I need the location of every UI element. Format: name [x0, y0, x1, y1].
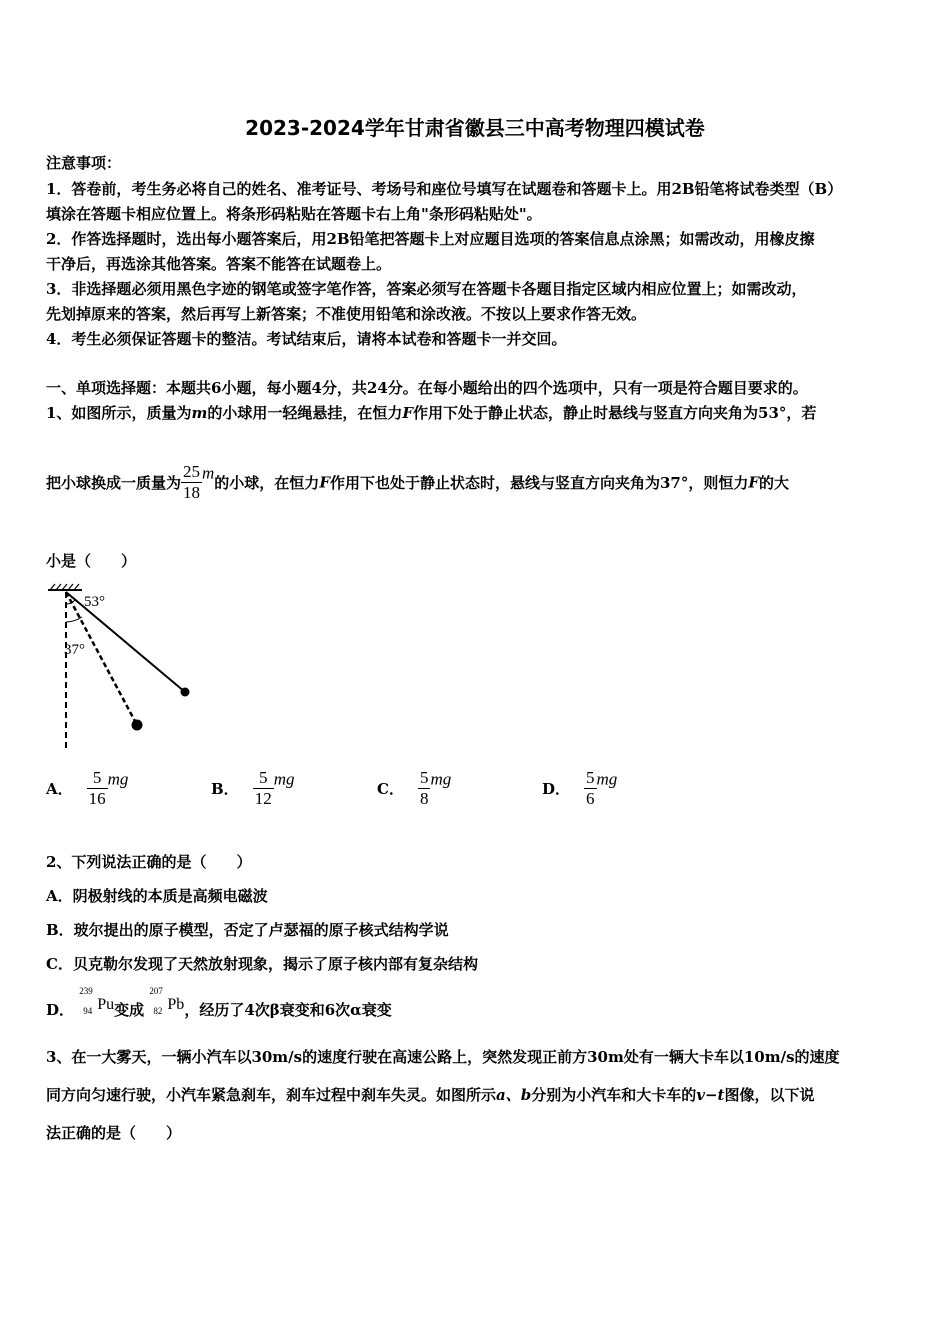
- q2-option-b[interactable]: B．玻尔提出的原子模型，否定了卢瑟福的原子核式结构学说: [46, 921, 449, 939]
- q1-stem-line-3: 小是（ ）: [46, 552, 137, 570]
- notice-line-5: 3．非选择题必须用黑色字迹的钢笔或签字笔作答，答案必须写在答题卡各题目指定区域内相应位置上；如需改动，: [46, 280, 807, 298]
- q1-stem-line-1: 1、如图所示，质量为m的小球用一轻绳悬挂，在恒力F作用下处于静止状态，静止时悬线与竖直方向夹角为53°，若: [46, 404, 817, 422]
- q3-stem-line-1: 3、在一大雾天，一辆小汽车以30m/s的速度行驶在高速公路上，突然发现正前方30m处有一辆大卡车以10m/s的速度: [46, 1048, 840, 1066]
- q1-stem-line-2: 把小球换成一质量为 $\frac{25}{18}$ m的小球，在恒力F作用下也处于静止状态时，悬线与竖直方向夹角为37°，则恒力F的大: [46, 462, 790, 502]
- nuclide-pb: 207 82 Pb: [149, 986, 185, 1016]
- q2-option-a[interactable]: A．阴极射线的本质是高频电磁波: [46, 887, 268, 905]
- angle-label-53: 53°: [84, 594, 105, 610]
- angle-arc-37: [66, 617, 82, 622]
- ball-37: [132, 720, 143, 731]
- q1-option-b[interactable]: B． $\frac{5}{12}$ mg: [211, 768, 295, 808]
- notice-line-2: 填涂在答题卡相应位置上。将条形码粘贴在答题卡右上角"条形码粘贴处"。: [46, 205, 542, 223]
- q3-stem-line-3: 法正确的是（ ）: [46, 1124, 182, 1142]
- q2-stem: 2、下列说法正确的是（ ）: [46, 853, 252, 871]
- pendulum-diagram: [40, 582, 200, 752]
- q2-option-d[interactable]: D． 239 94 Pu变成 207 82 Pb，经历了4次β衰变和6次α衰变: [46, 986, 392, 1019]
- notice-line-7: 4．考生必须保证答题卡的整洁。考试结束后，请将本试卷和答题卡一并交回。: [46, 330, 567, 348]
- section-heading: 一、单项选择题：本题共6小题，每小题4分，共24分。在每小题给出的四个选项中，只有一项是符合题目要求的。: [46, 379, 808, 397]
- notice-line-6: 先划掉原来的答案，然后再写上新答案；不准使用铅笔和涂改液。不按以上要求作答无效。: [46, 305, 647, 323]
- notice-line-3: 2．作答选择题时，选出每小题答案后，用2B铅笔把答题卡上对应题目选项的答案信息点涂黑；如需改动，用橡皮擦: [46, 230, 815, 248]
- nuclide-pu: 239 94 Pu: [79, 986, 115, 1016]
- string-37: [66, 592, 137, 725]
- q1-option-a[interactable]: A． $\frac{5}{16}$ mg: [46, 768, 129, 808]
- ball-53: [181, 688, 190, 697]
- notice-line-4: 干净后，再选涂其他答案。答案不能答在试题卷上。: [46, 255, 392, 273]
- notice-heading: 注意事项：: [46, 154, 122, 172]
- angle-label-37: 37°: [64, 642, 85, 658]
- mass-fraction: $\frac{25}{18}$: [183, 462, 201, 502]
- q1-option-d[interactable]: D． $\frac{5}{6}$ mg: [542, 768, 618, 808]
- page-title: 2023-2024学年甘肃省徽县三中高考物理四模试卷: [245, 116, 705, 140]
- q1-option-c[interactable]: C． $\frac{5}{8}$ mg: [377, 768, 452, 808]
- notice-line-1: 1．答卷前，考生务必将自己的姓名、准考证号、考场号和座位号填写在试题卷和答题卡上。用2B铅笔将试卷类型（B）: [46, 180, 843, 198]
- q2-option-c[interactable]: C．贝克勒尔发现了天然放射现象，揭示了原子核内部有复杂结构: [46, 955, 478, 973]
- q3-stem-line-2: 同方向匀速行驶，小汽车紧急刹车，刹车过程中刹车失灵。如图所示a、b分别为小汽车和大卡车的v−t图像，以下说: [46, 1086, 815, 1104]
